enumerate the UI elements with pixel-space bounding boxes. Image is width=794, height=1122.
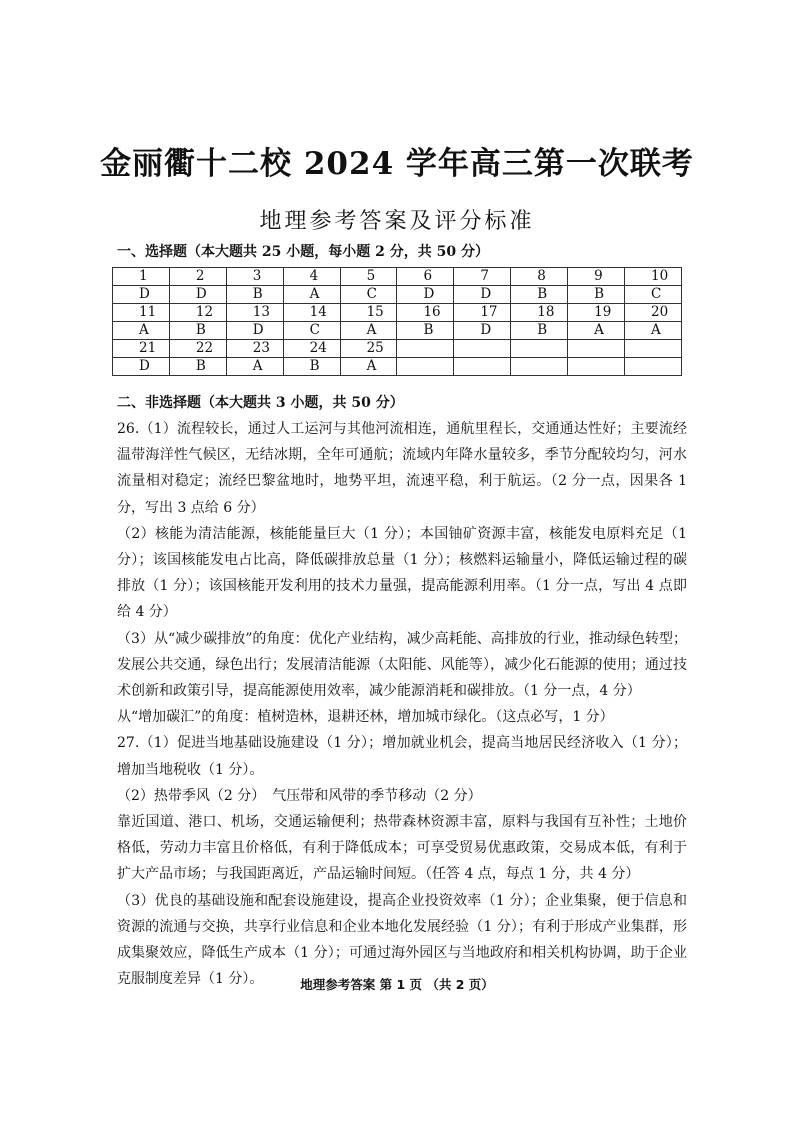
paragraph: （2）热带季风（2 分） 气压带和风带的季节移动（2 分）: [117, 787, 482, 804]
paragraph: （3）优良的基础设施和配套设施建设，提高企业投资效率（1 分）；企业集聚，便于信息和资源的流通与交换，共享行业信息和企业本地化发展经验（1 分）；有利于形成产业集群，形成集聚效应，降低生产成本（1 分）；可通过海外园区与当地政府和相关机构协调，助于企业克服制度差异（1 分）。: [117, 892, 687, 988]
table-cell: D: [397, 286, 454, 304]
answer-table: [112, 267, 682, 376]
paragraph: 靠近国道、港口、机场，交通运输便利；热带森林资源丰富，原料与我国有互补性；土地价格低，劳动力丰富且价格低，有利于降低成本；可享受贸易优惠政策，交易成本低，有利于扩大产品市场；与我国距离近，产品运输时间短。（任答 4 点，每点 1 分，共 4 分）: [117, 814, 687, 883]
table-cell: [454, 340, 511, 358]
table-cell: 9: [568, 268, 625, 286]
table-cell: C: [283, 322, 340, 340]
table-cell: 4: [283, 268, 340, 286]
table-row: [113, 304, 682, 322]
page-title: 金丽衢十二校 2024 学年高三第一次联考: [100, 146, 694, 182]
table-cell: 11: [113, 304, 170, 322]
paragraph: （3）从“减少碳排放”的角度：优化产业结构，减少高耗能、高排放的行业，推动绿色转型；发展公共交通，绿色出行；发展清洁能源（太阳能、风能等），减少化石能源的使用；通过技术创新和政策引导，提高能源使用效率，减少能源消耗和碳排放。（1 分一点，4 分）: [117, 630, 687, 700]
table-cell: [454, 358, 511, 376]
paragraph: （2）核能为清洁能源，核能能量巨大（1 分）；本国铀矿资源丰富，核能发电原料充足（1 分）；该国核能发电占比高，降低碳排放总量（1 分）；核燃料运输量小，降低运输过程的碳排放（1 分）；该国核能开发利用的技术力量强，提高能源利用率。（1 分一点，写出 4 点即给 4 分）: [117, 525, 687, 621]
table-cell: D: [226, 322, 283, 340]
table-cell: 24: [283, 340, 340, 358]
table-cell: A: [340, 358, 397, 376]
page-footer: 地理参考答案 第 1 页 （共 2 页）: [300, 977, 494, 992]
table-cell: D: [113, 286, 170, 304]
table-cell: A: [568, 322, 625, 340]
table-cell: 7: [454, 268, 511, 286]
table-cell: 2: [169, 268, 226, 286]
table-cell: 3: [226, 268, 283, 286]
table-cell: A: [340, 322, 397, 340]
table-cell: B: [226, 286, 283, 304]
table-cell: 23: [226, 340, 283, 358]
table-cell: B: [511, 322, 568, 340]
table-cell: B: [283, 358, 340, 376]
table-row: [113, 358, 682, 376]
table-row: [113, 322, 682, 340]
table-cell: C: [340, 286, 397, 304]
table-cell: 18: [511, 304, 568, 322]
table-cell: 12: [169, 304, 226, 322]
table-cell: B: [397, 322, 454, 340]
table-cell: A: [625, 322, 682, 340]
table-cell: 10: [625, 268, 682, 286]
table-cell: D: [169, 286, 226, 304]
table-cell: 5: [340, 268, 397, 286]
paragraph: 26.（1）流程较长，通过人工运河与其他河流相连，通航里程长，交通通达性好；主要流经温带海洋性气候区，无结冰期，全年可通航；流域内年降水量较多，季节分配较均匀，河水流量相对稳定；流经巴黎盆地时，地势平坦，流速平稳，利于航运。（2 分一点，因果各 1 分，写出 3 点给 6 分）: [117, 421, 687, 516]
table-cell: 20: [625, 304, 682, 322]
table-cell: [397, 340, 454, 358]
table-cell: 21: [113, 340, 170, 358]
page-subtitle: 地理参考答案及评分标准: [259, 209, 535, 234]
table-row: [113, 340, 682, 358]
table-cell: A: [283, 286, 340, 304]
table-cell: B: [568, 286, 625, 304]
table-cell: [625, 340, 682, 358]
table-cell: B: [511, 286, 568, 304]
table-cell: [568, 358, 625, 376]
table-cell: B: [169, 322, 226, 340]
table-cell: 25: [340, 340, 397, 358]
table-cell: [625, 358, 682, 376]
table-cell: A: [113, 322, 170, 340]
paragraph: 27.（1）促进当地基础设施建设（1 分）；增加就业机会，提高当地居民经济收入（1 分）；增加当地税收（1 分）。: [117, 735, 687, 778]
table-cell: D: [454, 322, 511, 340]
table-cell: A: [226, 358, 283, 376]
table-cell: 22: [169, 340, 226, 358]
answer-text-body: [117, 416, 687, 992]
table-row: [113, 286, 682, 304]
table-cell: [397, 358, 454, 376]
table-cell: D: [454, 286, 511, 304]
table-cell: [511, 340, 568, 358]
section-multiple-choice-heading: 一、选择题（本大题共 25 小题，每小题 2 分，共 50 分）: [117, 244, 489, 260]
table-cell: 19: [568, 304, 625, 322]
section-non-choice-heading: 二、非选择题（本大题共 3 小题，共 50 分）: [117, 395, 404, 411]
table-cell: C: [625, 286, 682, 304]
table-cell: 16: [397, 304, 454, 322]
table-cell: 6: [397, 268, 454, 286]
table-cell: 17: [454, 304, 511, 322]
table-cell: 14: [283, 304, 340, 322]
table-row: [113, 268, 682, 286]
table-cell: 15: [340, 304, 397, 322]
table-cell: [568, 340, 625, 358]
table-cell: 1: [113, 268, 170, 286]
table-cell: 13: [226, 304, 283, 322]
table-cell: [511, 358, 568, 376]
paragraph: 从“增加碳汇”的角度：植树造林，退耕还林，增加城市绿化。（这点必写，1 分）: [117, 709, 614, 726]
table-cell: 8: [511, 268, 568, 286]
table-cell: D: [113, 358, 170, 376]
table-cell: B: [169, 358, 226, 376]
